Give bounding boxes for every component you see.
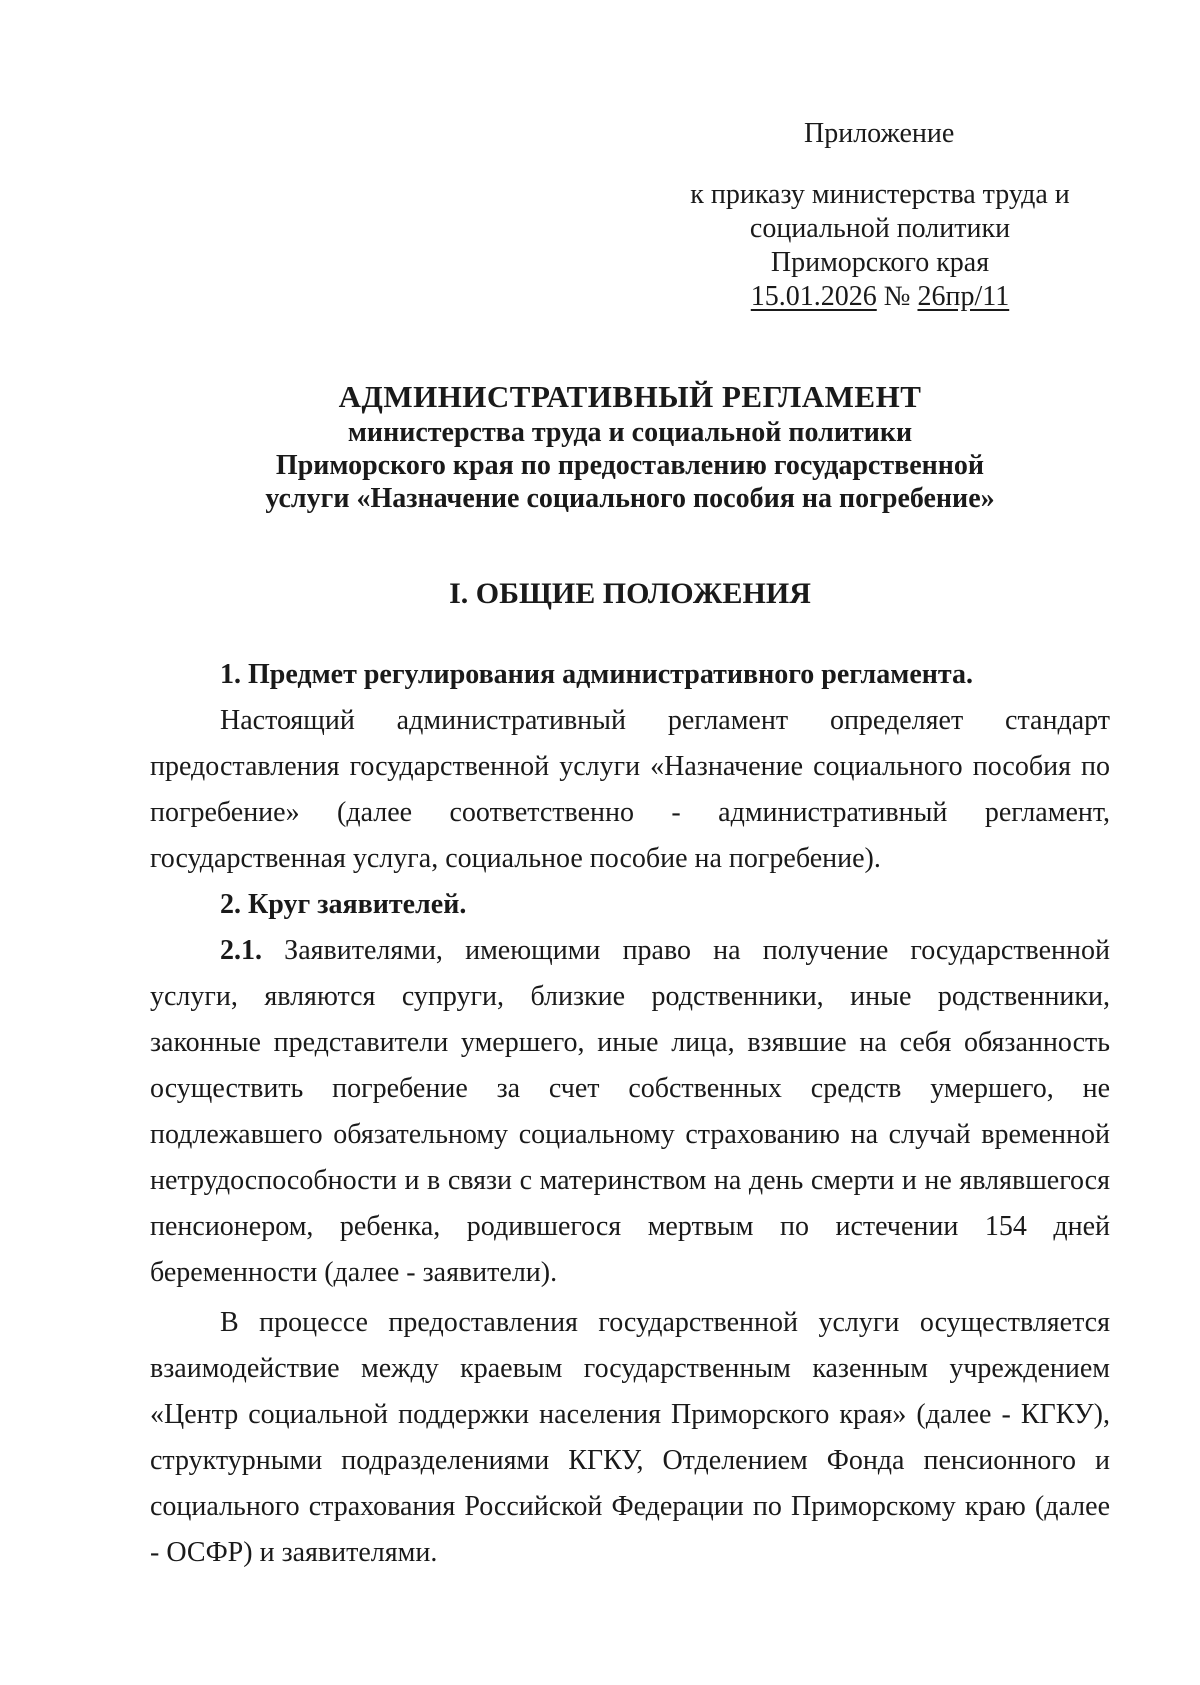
paragraph: Настоящий административный регламент определяет стандарт предоставления государственной услуги «Назначение социального пособия по погребение» (далее соответственно - административный регламент, государственная услуга, социальное пособие на погребение). [150, 705, 1110, 874]
subsection-heading [150, 652, 1110, 698]
clause-text: Заявителями, имеющими право на получение государственной услуги, являются супруги, близкие родственники, иные родственники, законные представители умершего, иные лица, взявшие на себя обязанность осуществить погребение за счет собственных средств умершего, не подлежавшего обязательному социальному страхованию на случай временной нетрудоспособности и в связи с материнством на день смерти и не являвшегося пенсионером, ребенка, родившегося мертвым по истечении 154 дней беременности (далее - заявители). [150, 935, 1110, 1288]
subsection-heading-text: 1. Предмет регулирования административного регламента. [220, 659, 973, 690]
order-date: 15.01.2026 [750, 281, 877, 312]
document-body [150, 652, 1110, 1576]
order-line: к приказу министерства труда и [690, 179, 1070, 210]
section-heading: I. ОБЩИЕ ПОЛОЖЕНИЯ [449, 577, 811, 610]
order-reference [640, 178, 1120, 314]
title-main: АДМИНИСТРАТИВНЫЙ РЕГЛАМЕНТ [338, 379, 922, 414]
title-subtitle-line: Приморского края по предоставлению государственной [275, 450, 985, 481]
order-date-number [640, 280, 1120, 314]
clause-number: 2.1. [220, 935, 262, 966]
paragraph: В процессе предоставления государственной услуги осуществляется взаимодействие между краевым государственным казенным учреждением «Центр социальной поддержки населения Приморского края» (далее - КГКУ), структурными подразделениями КГКУ, Отделением Фонда пенсионного и социального страхования Российской Федерации по Приморскому краю (далее - ОСФР) и заявителями. [150, 1307, 1110, 1568]
order-number-sign: № [883, 281, 911, 312]
order-line: социальной политики [749, 213, 1011, 244]
appendix-label: Приложение [804, 118, 955, 149]
subsection-heading-text: 2. Круг заявителей. [220, 889, 467, 920]
order-number: 26пр/11 [917, 281, 1010, 312]
paragraph [150, 928, 1110, 1296]
order-line: Приморского края [770, 247, 990, 278]
subsection-heading [150, 882, 1110, 928]
title-subtitle-line: услуги «Назначение социального пособия на погребение» [265, 483, 995, 514]
document-title [150, 378, 1110, 515]
title-subtitle-line: министерства труда и социальной политики [347, 417, 913, 448]
